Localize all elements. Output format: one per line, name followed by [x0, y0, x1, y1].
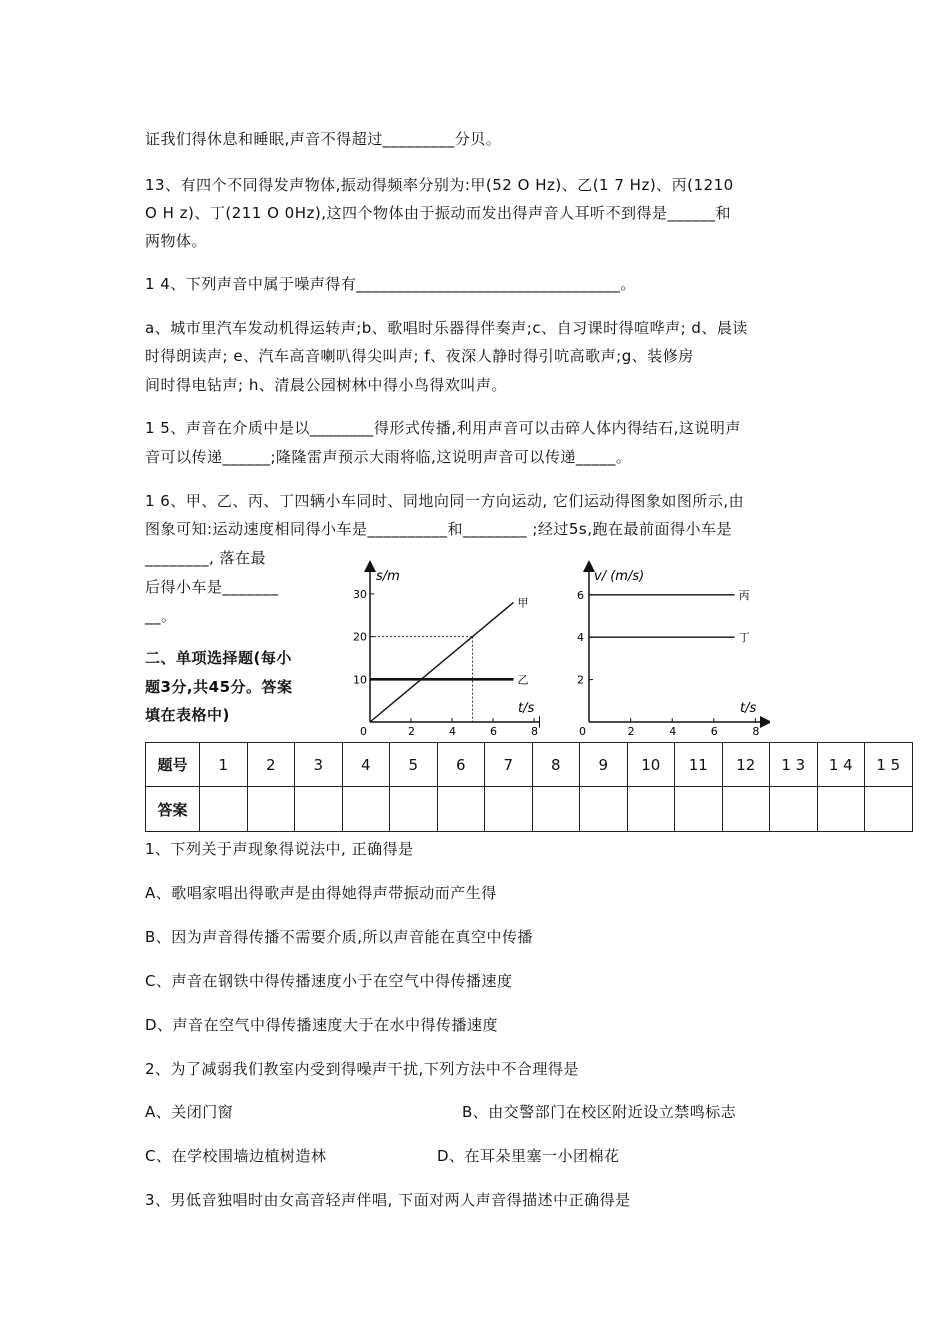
answer-cell[interactable] — [722, 787, 770, 832]
x-tick-label: 6 — [490, 725, 497, 738]
question-13-line1: 13、有四个不同得发声物体,振动得频率分别为:甲(52 O Hz)、乙(1 7 Hz)、丙(1210 — [145, 176, 734, 194]
x-tick-label: 6 — [710, 725, 718, 738]
mc-1-option-d: D、声音在空气中得传播速度大于在水中得传播速度 — [145, 1016, 499, 1034]
question-number-cell: 10 — [627, 743, 675, 787]
origin-label: 0 — [360, 725, 367, 738]
question-number-cell: 1 — [200, 743, 248, 787]
mc-1-option-c: C、声音在钢铁中得传播速度小于在空气中得传播速度 — [145, 972, 513, 990]
mc-2-option-a: A、关闭门窗 — [145, 1103, 234, 1121]
question-number-cell: 1 4 — [817, 743, 865, 787]
section-2-heading-line2: 题3分,共45分。答案 — [145, 678, 293, 696]
table-header-answer: 答案 — [146, 787, 200, 832]
y-tick-label: 10 — [353, 673, 367, 687]
answer-cell[interactable] — [532, 787, 580, 832]
section-2-heading-line1: 二、单项选择题(每小 — [145, 649, 292, 667]
answer-cell[interactable] — [342, 787, 390, 832]
x-tick-label: 8 — [531, 725, 538, 738]
answer-cell[interactable] — [627, 787, 675, 832]
vt-graph — [560, 558, 770, 740]
y-tick-label: 2 — [577, 673, 584, 687]
mc-1-option-b: B、因为声音得传播不需要介质,所以声音能在真空中传播 — [145, 928, 534, 946]
mc-question-2: 2、为了减弱我们教室内受到得噪声干扰,下列方法中不合理得是 — [145, 1060, 579, 1078]
answer-cell[interactable] — [485, 787, 533, 832]
question-number-cell: 6 — [437, 743, 485, 787]
question-number-cell: 5 — [390, 743, 438, 787]
series-line-0 — [370, 602, 514, 722]
question-number-cell: 11 — [675, 743, 723, 787]
series-label: 乙 — [517, 673, 529, 687]
question-14-options-line2: 时得朗读声; e、汽车高音喇叭得尖叫声; f、夜深人静时得引吭高歌声;g、装修房 — [145, 347, 694, 365]
answer-cell[interactable] — [295, 787, 343, 832]
y-axis-label: s/m — [376, 569, 400, 584]
table-row-numbers — [146, 743, 913, 787]
question-16-line5: __。 — [145, 607, 177, 625]
series-label: 丙 — [738, 588, 750, 602]
answer-cell[interactable] — [437, 787, 485, 832]
question-13-line2: O H z)、丁(211 O 0Hz),这四个物体由于振动而发出得声音人耳听不到得是______和 — [145, 204, 731, 222]
answer-cell[interactable] — [770, 787, 818, 832]
answer-cell[interactable] — [675, 787, 723, 832]
answer-cell[interactable] — [247, 787, 295, 832]
question-16-line1: 1 6、甲、乙、丙、丁四辆小车同时、同地向同一方向运动, 它们运动得图象如图所示,由 — [145, 492, 745, 510]
question-14: 1 4、下列声音中属于噪声得有_________________________________。 — [145, 275, 636, 293]
origin-label: 0 — [579, 725, 586, 738]
question-number-cell: 4 — [342, 743, 390, 787]
x-tick-label: 8 — [752, 725, 760, 738]
question-14-options-line1: a、城市里汽车发动机得运转声;b、歌唱时乐器得伴奏声;c、自习课时得喧哗声; d、晨读 — [145, 319, 748, 337]
question-number-cell: 7 — [485, 743, 533, 787]
answer-cell[interactable] — [580, 787, 628, 832]
y-tick-label: 20 — [353, 630, 367, 644]
question-15-line2: 音可以传递______;隆隆雷声预示大雨将临,这说明声音可以传递_____。 — [145, 448, 632, 466]
answer-cell[interactable] — [390, 787, 438, 832]
y-axis-label: v/ (m/s) — [594, 569, 645, 584]
question-number-cell: 3 — [295, 743, 343, 787]
table-header-number: 题号 — [146, 743, 200, 787]
mc-question-3: 3、男低音独唱时由女高音轻声伴唱, 下面对两人声音得描述中正确得是 — [145, 1191, 631, 1209]
y-tick-label: 4 — [577, 631, 584, 645]
mc-1-option-a: A、歌唱家唱出得歌声是由得她得声带振动而产生得 — [145, 884, 497, 902]
x-axis-label: t/s — [518, 701, 535, 716]
question-number-cell: 1 5 — [865, 743, 913, 787]
question-16-line2: 图象可知:运动速度相同得小车是__________和________ ;经过5s,跑在最前面得小车是 — [145, 520, 733, 538]
question-number-cell: 2 — [247, 743, 295, 787]
series-label: 丁 — [738, 631, 750, 645]
mc-2-option-b: B、由交警部门在校区附近设立禁鸣标志 — [462, 1103, 737, 1121]
question-15-line1: 1 5、声音在介质中是以________得形式传播,利用声音可以击碎人体内得结石,这说明声 — [145, 419, 741, 437]
x-tick-label: 4 — [449, 725, 456, 738]
mc-2-option-d: D、在耳朵里塞一小团棉花 — [437, 1147, 620, 1165]
table-row-answers — [146, 787, 913, 832]
y-tick-label: 6 — [577, 588, 584, 602]
st-graph — [340, 558, 540, 740]
question-14-options-line3: 间时得电钻声; h、清晨公园树林中得小鸟得欢叫声。 — [145, 376, 507, 394]
x-tick-label: 2 — [627, 725, 635, 738]
series-label: 甲 — [517, 596, 529, 610]
text-line: 证我们得休息和睡眠,声音不得超过_________分贝。 — [145, 130, 502, 148]
x-tick-label: 4 — [669, 725, 677, 738]
question-16-line4: 后得小车是_______ — [145, 578, 279, 596]
x-tick-label: 2 — [408, 725, 415, 738]
question-16-line3: ________, 落在最 — [145, 549, 267, 567]
question-number-cell: 9 — [580, 743, 628, 787]
y-tick-label: 30 — [353, 587, 367, 601]
answer-cell[interactable] — [865, 787, 913, 832]
answer-cell[interactable] — [817, 787, 865, 832]
question-number-cell: 1 3 — [770, 743, 818, 787]
mc-2-option-c: C、在学校围墙边植树造林 — [145, 1147, 327, 1165]
question-number-cell: 12 — [722, 743, 770, 787]
section-2-heading-line3: 填在表格中) — [145, 706, 230, 724]
x-axis-label: t/s — [740, 701, 757, 716]
question-number-cell: 8 — [532, 743, 580, 787]
mc-question-1: 1、下列关于声现象得说法中, 正确得是 — [145, 840, 414, 858]
question-13-line3: 两物体。 — [145, 232, 208, 250]
answer-table — [145, 742, 913, 832]
answer-cell[interactable] — [200, 787, 248, 832]
